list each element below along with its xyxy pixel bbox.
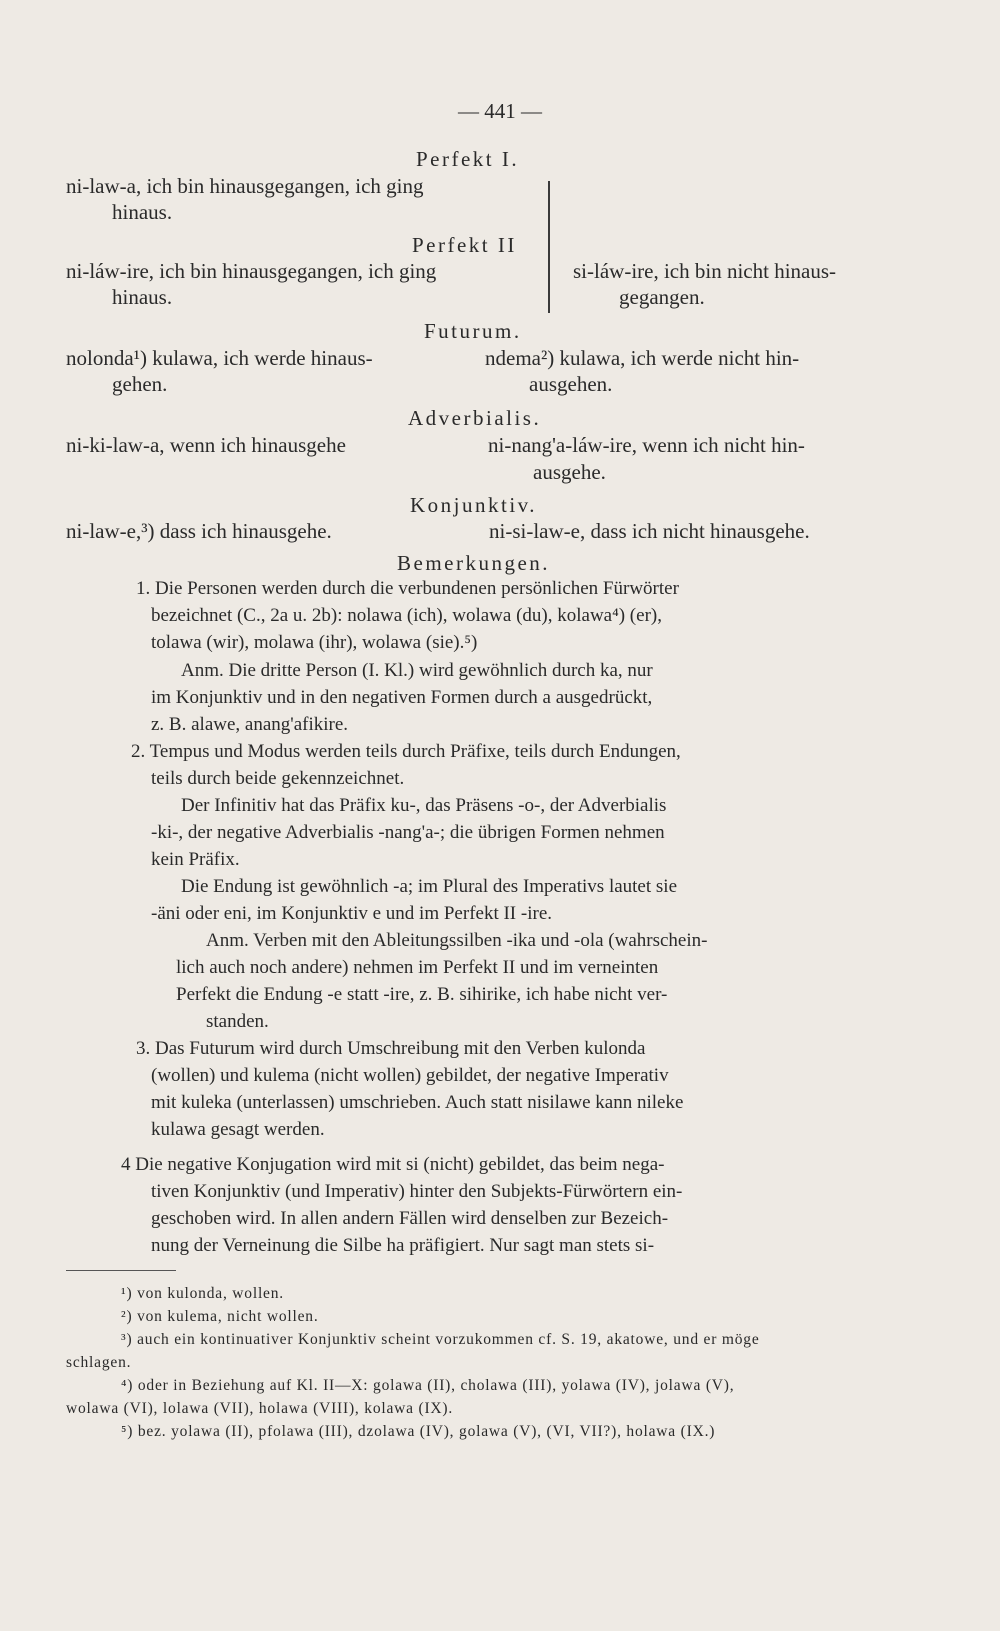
perfekt1-line: hinaus. — [112, 200, 173, 224]
body-line: kulawa gesagt werden. — [151, 1119, 325, 1140]
body-line: 3. Das Futurum wird durch Umschreibung mit den Verben kulonda — [136, 1038, 646, 1059]
body-line: lich auch noch andere) nehmen im Perfekt II und im verneinten — [176, 957, 659, 978]
bemerkungen-heading: Bemerkungen. — [397, 551, 551, 575]
body-line: tolawa (wir), molawa (ihr), wolawa (sie).⁵) — [151, 632, 478, 653]
body-line: 4 Die negative Konjugation wird mit si (nicht) gebildet, das beim nega- — [121, 1154, 665, 1175]
perfekt2-negative: gegangen. — [619, 285, 705, 309]
futurum-line: gehen. — [112, 372, 168, 396]
body-line: Der Infinitiv hat das Präfix ku-, das Präsens -o-, der Adverbialis — [181, 795, 667, 816]
page-number: — 441 — — [458, 99, 542, 123]
body-line: Perfekt die Endung -e statt -ire, z. B. sihirike, ich habe nicht ver- — [176, 984, 668, 1005]
body-line: mit kuleka (unterlassen) umschrieben. Auch statt nisilawe kann nileke — [151, 1092, 684, 1113]
futurum-negative: ausgehen. — [529, 372, 613, 396]
body-line: teils durch beide gekennzeichnet. — [151, 768, 405, 789]
perfekt2-line: ni-láw-ire, ich bin hinausgegangen, ich ging — [66, 259, 437, 283]
adverbialis-heading: Adverbialis. — [408, 406, 542, 430]
perfekt2-negative: si-láw-ire, ich bin nicht hinaus- — [573, 259, 837, 283]
footnote: schlagen. — [66, 1354, 132, 1371]
body-line: geschoben wird. In allen andern Fällen wird denselben zur Bezeich- — [151, 1208, 669, 1229]
perfekt2-heading: Perfekt II — [412, 233, 517, 257]
body-line: (wollen) und kulema (nicht wollen) gebildet, der negative Imperativ — [151, 1065, 669, 1086]
body-line: 2. Tempus und Modus werden teils durch Präfixe, teils durch Endungen, — [131, 741, 681, 762]
body-line: 1. Die Personen werden durch die verbundenen persönlichen Fürwörter — [136, 578, 679, 599]
konjunktiv-heading: Konjunktiv. — [410, 493, 538, 517]
konjunktiv-negative: ni-si-law-e, dass ich nicht hinausgehe. — [489, 519, 810, 543]
futurum-line: nolonda¹) kulawa, ich werde hinaus- — [66, 346, 373, 370]
adverbialis-line: ni-ki-law-a, wenn ich hinausgehe — [66, 433, 346, 457]
footnote: ¹) von kulonda, wollen. — [121, 1285, 284, 1302]
body-line: bezeichnet (C., 2a u. 2b): nolawa (ich), wolawa (du), kolawa⁴) (er), — [151, 605, 662, 626]
body-line: tiven Konjunktiv (und Imperativ) hinter den Subjekts-Fürwörtern ein- — [151, 1181, 683, 1202]
futurum-heading: Futurum. — [424, 319, 522, 343]
footnote: wolawa (VI), lolawa (VII), holawa (VIII), kolawa (IX). — [66, 1400, 454, 1417]
body-line: -äni oder eni, im Konjunktiv e und im Perfekt II -ire. — [151, 903, 553, 924]
adverbialis-negative: ausgehe. — [533, 460, 606, 484]
footnote: ⁴) oder in Beziehung auf Kl. II—X: golawa (II), cholawa (III), yolawa (IV), jolawa (V), — [121, 1377, 735, 1394]
body-line: z. B. alawe, anang'afikire. — [151, 714, 349, 735]
body-line: Anm. Verben mit den Ableitungssilben -ika und -ola (wahrschein- — [206, 930, 708, 951]
body-line: standen. — [206, 1011, 269, 1032]
futurum-negative: ndema²) kulawa, ich werde nicht hin- — [485, 346, 800, 370]
footnote: ²) von kulema, nicht wollen. — [121, 1308, 319, 1325]
column-bracket — [548, 181, 550, 313]
adverbialis-negative: ni-nang'a-láw-ire, wenn ich nicht hin- — [488, 433, 805, 457]
body-line: Die Endung ist gewöhnlich -a; im Plural des Imperativs lautet sie — [181, 876, 678, 897]
perfekt1-line: ni-law-a, ich bin hinausgegangen, ich ging — [66, 174, 424, 198]
footnote: ³) auch ein kontinuativer Konjunktiv scheint vorzukommen cf. S. 19, akatowe, und er möge — [121, 1331, 760, 1348]
body-line: im Konjunktiv und in den negativen Formen durch a ausgedrückt, — [151, 687, 653, 708]
body-line: Anm. Die dritte Person (I. Kl.) wird gewöhnlich durch ka, nur — [181, 660, 653, 681]
body-line: nung der Verneinung die Silbe ha präfigiert. Nur sagt man stets si- — [151, 1235, 655, 1256]
body-line: kein Präfix. — [151, 849, 240, 870]
footnote: ⁵) bez. yolawa (II), pfolawa (III), dzolawa (IV), golawa (V), (VI, VII?), holawa (IX.) — [121, 1423, 716, 1440]
konjunktiv-line: ni-law-e,³) dass ich hinausgehe. — [66, 519, 332, 543]
perfekt1-heading: Perfekt I. — [416, 147, 520, 171]
body-line: -ki-, der negative Adverbialis -nang'a-; die übrigen Formen nehmen — [151, 822, 665, 843]
footnote-rule — [66, 1270, 176, 1271]
perfekt2-line: hinaus. — [112, 285, 173, 309]
